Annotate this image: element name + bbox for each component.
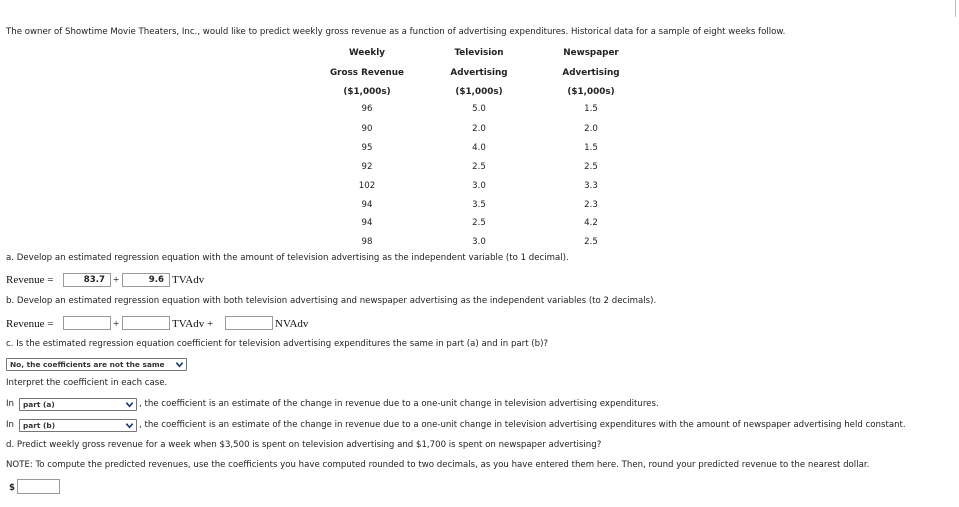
- table-cell: 2.5: [584, 237, 598, 247]
- part-a-intercept-input[interactable]: 83.7: [63, 273, 111, 287]
- part-a-plus: +: [113, 274, 120, 286]
- part-c-answer-select[interactable]: [6, 358, 187, 371]
- line1-select[interactable]: [19, 398, 137, 411]
- part-b-revenue-label: Revenue =: [6, 318, 54, 330]
- line2-prefix: In: [6, 420, 14, 430]
- table-cell: 4.0: [472, 143, 486, 153]
- part-a-tv-label: TVAdv: [172, 274, 205, 286]
- col3-header-line3: ($1,000s): [567, 87, 615, 97]
- table-cell: 3.5: [472, 200, 486, 210]
- chevron-down-icon: [175, 360, 184, 369]
- part-c-question: c. Is the estimated regression equation coefficient for television advertising expenditures the same in part (a) and in part (b)?: [6, 339, 549, 349]
- table-cell: 3.0: [472, 181, 486, 191]
- table-cell: 96: [361, 104, 373, 114]
- table-cell: 1.5: [584, 143, 598, 153]
- col1-header-line2: Gross Revenue: [329, 68, 405, 78]
- table-cell: 94: [361, 200, 373, 210]
- part-a-question: a. Develop an estimated regression equation with the amount of television advertising as the independent variable (to 1 decimal).: [6, 253, 569, 263]
- table-cell: 92: [361, 162, 373, 172]
- col1-header-line1: Weekly: [349, 48, 385, 58]
- intro-text: The owner of Showtime Movie Theaters, Inc., would like to predict weekly gross revenue as a function of advertising expenditures. Historical data for a sample of eight weeks follow.: [6, 27, 786, 37]
- line2-select[interactable]: [19, 419, 137, 432]
- scrollbar-edge: [955, 0, 956, 17]
- table-cell: 2.5: [472, 218, 486, 228]
- part-b-np-coef-input[interactable]: [225, 316, 273, 330]
- interpret-label: Interpret the coefficient in each case.: [6, 378, 168, 388]
- col2-header-line2: Advertising: [450, 68, 508, 78]
- col2-header-line1: Television: [454, 48, 504, 58]
- part-b-plus: +: [113, 318, 120, 330]
- table-cell: 1.5: [584, 104, 598, 114]
- col3-header-line2: Advertising: [562, 68, 620, 78]
- table-cell: 2.3: [584, 200, 598, 210]
- table-cell: 5.0: [472, 104, 486, 114]
- part-b-question: b. Develop an estimated regression equation with both television advertising and newspaper advertising as the independent variables (to 2 decimals).: [6, 296, 657, 306]
- part-a-revenue-label: Revenue =: [6, 274, 54, 286]
- line2-text: , the coefficient is an estimate of the change in revenue due to a one-unit change in television advertising expenditures with the amount of newspaper advertising held constant.: [139, 420, 906, 430]
- part-d-note: NOTE: To compute the predicted revenues, use the coefficients you have computed rounded to two decimals, as you have entered them here. Then, round your predicted revenue to the nearest dollar.: [6, 460, 870, 470]
- part-a-tv-coef-input[interactable]: 9.6: [122, 273, 170, 287]
- line2-select-value: part (b): [23, 421, 56, 430]
- chevron-down-icon: [125, 400, 134, 409]
- currency-symbol: $: [9, 483, 15, 493]
- table-cell: 98: [361, 237, 373, 247]
- part-c-answer-value: No, the coefficients are not the same: [10, 360, 165, 369]
- line1-prefix: In: [6, 399, 14, 409]
- table-cell: 3.3: [584, 181, 598, 191]
- table-cell: 3.0: [472, 237, 486, 247]
- col1-header-line3: ($1,000s): [343, 87, 391, 97]
- line1-text: , the coefficient is an estimate of the change in revenue due to a one-unit change in television advertising expenditures.: [139, 399, 659, 409]
- table-cell: 2.0: [472, 124, 486, 134]
- part-d-answer-input[interactable]: [17, 479, 60, 494]
- part-b-np-label: NVAdv: [275, 318, 309, 330]
- table-cell: 90: [361, 124, 373, 134]
- table-cell: 95: [361, 143, 373, 153]
- line1-select-value: part (a): [23, 400, 55, 409]
- part-b-tv-label: TVAdv +: [172, 318, 214, 330]
- part-d-question: d. Predict weekly gross revenue for a week when $3,500 is spent on television advertising and $1,700 is spent on newspaper advertising?: [6, 440, 602, 450]
- table-cell: 102: [358, 181, 376, 191]
- chevron-down-icon: [125, 421, 134, 430]
- table-cell: 2.0: [584, 124, 598, 134]
- table-cell: 2.5: [584, 162, 598, 172]
- col2-header-line3: ($1,000s): [455, 87, 503, 97]
- table-cell: 94: [361, 218, 373, 228]
- part-b-tv-coef-input[interactable]: [122, 316, 170, 330]
- table-cell: 2.5: [472, 162, 486, 172]
- col3-header-line1: Newspaper: [563, 48, 619, 58]
- part-b-intercept-input[interactable]: [63, 316, 111, 330]
- table-cell: 4.2: [584, 218, 598, 228]
